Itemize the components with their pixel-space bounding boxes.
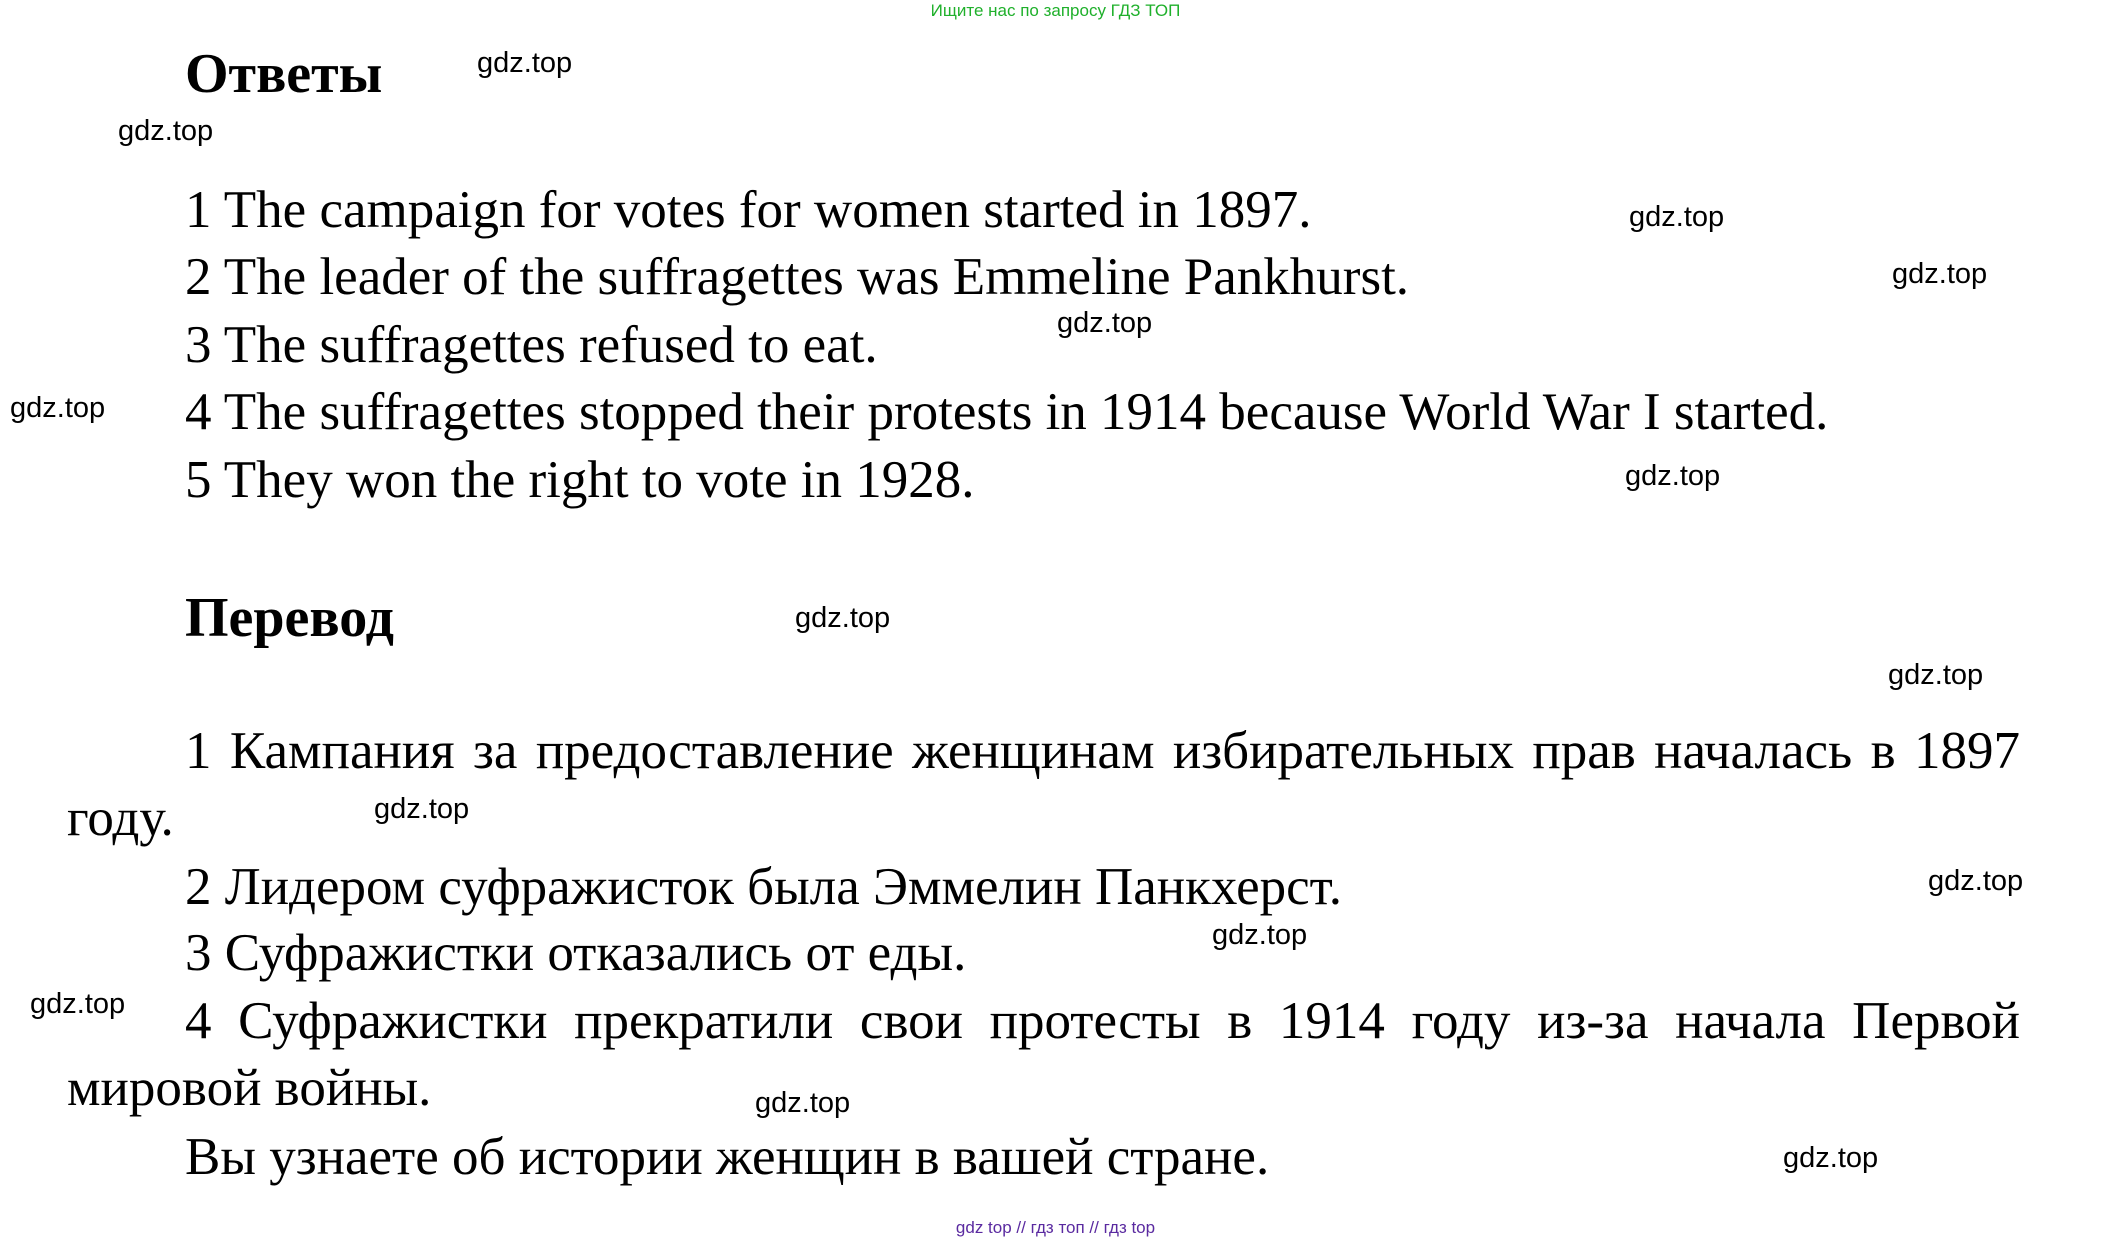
watermark: gdz.top — [1892, 258, 1988, 290]
watermark: gdz.top — [477, 47, 573, 79]
translation-item-1: 1 Кампания за предоставление женщинам избирательных прав началась в 1897 году. — [67, 722, 2020, 847]
answer-item-5: 5 They won the right to vote in 1928. — [185, 451, 975, 509]
watermark: gdz.top — [1212, 919, 1308, 951]
translation-item-5: Вы узнаете об истории женщин в вашей стране. — [185, 1128, 1270, 1186]
watermark: gdz.top — [1783, 1142, 1879, 1174]
translation-heading: Перевод — [185, 587, 394, 649]
answer-item-1: 1 The campaign for votes for women started in 1897. — [185, 181, 1312, 239]
watermark: gdz.top — [795, 602, 891, 634]
translation-item-3: 3 Суфражистки отказались от еды. — [185, 924, 967, 982]
watermark: gdz.top — [10, 392, 106, 424]
watermark: gdz.top — [1888, 659, 1984, 691]
translation-item-2: 2 Лидером суфражисток была Эммелин Панкхерст. — [185, 858, 1343, 916]
footer-links[interactable]: gdz top // гдз топ // гдз top — [955, 1218, 1156, 1237]
watermark: gdz.top — [1057, 307, 1153, 339]
answer-item-4: 4 The suffragettes stopped their protests in 1914 because World War I started. — [185, 383, 1829, 441]
translation-item-4: 4 Суфражистки прекратили свои протесты в 1914 году из-за начала Первой мировой войны. — [67, 992, 2020, 1117]
answer-item-2: 2 The leader of the suffragettes was Emmeline Pankhurst. — [185, 248, 1410, 306]
answer-item-3: 3 The suffragettes refused to eat. — [185, 316, 878, 374]
watermark: gdz.top — [1629, 201, 1725, 233]
watermark: gdz.top — [374, 793, 470, 825]
watermark: gdz.top — [1928, 865, 2024, 897]
watermark: gdz.top — [30, 988, 126, 1020]
search-hint-link[interactable]: Ищите нас по запросу ГДЗ ТОП — [930, 1, 1181, 20]
watermark: gdz.top — [1625, 460, 1721, 492]
answers-heading: Ответы — [185, 43, 383, 105]
watermark: gdz.top — [755, 1087, 851, 1119]
watermark: gdz.top — [118, 115, 214, 147]
